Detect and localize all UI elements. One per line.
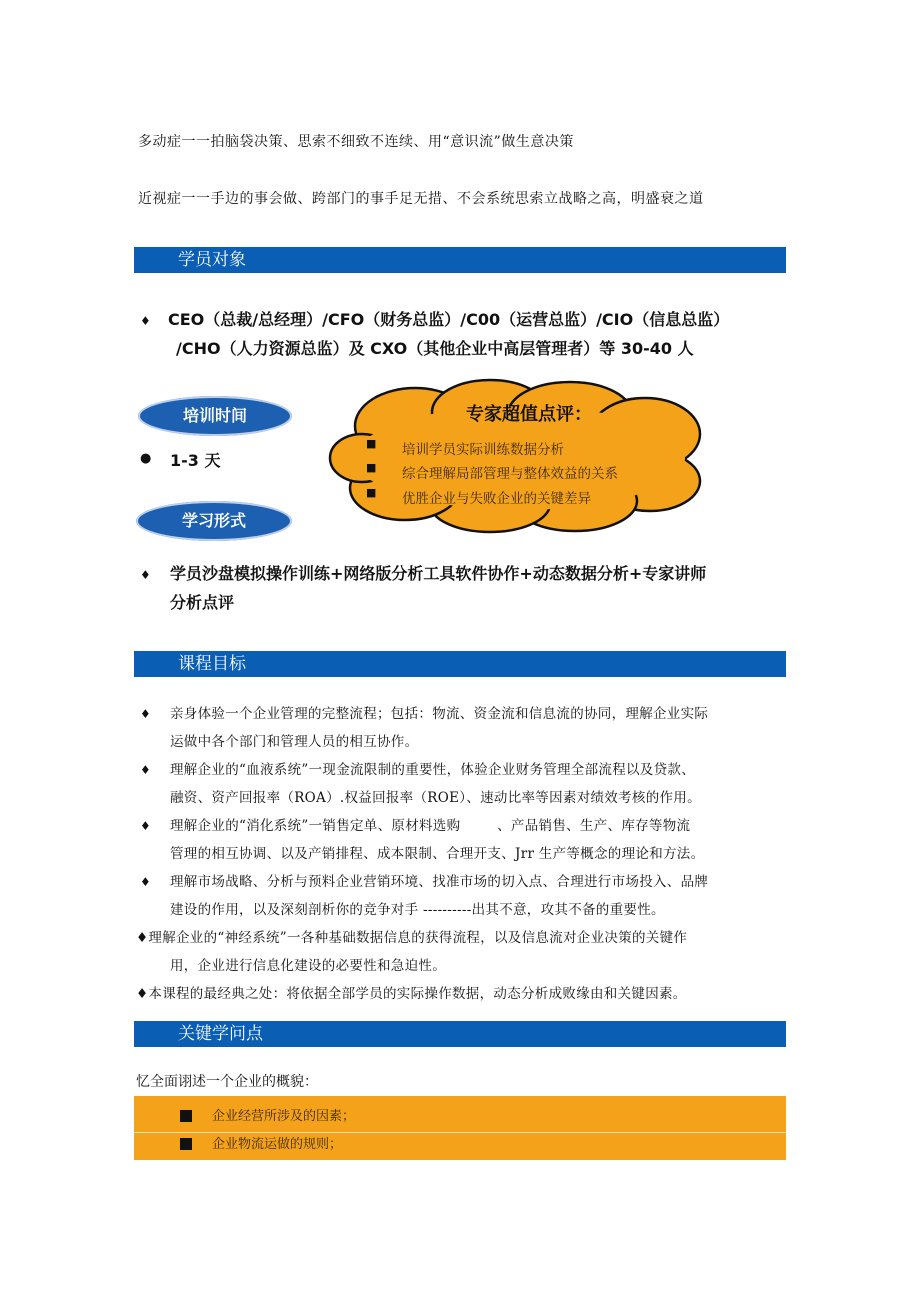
training-time-value: 1-3 天 [170,451,221,470]
section-key-points-header: 关键学问点 [134,1021,786,1047]
cloud-item-1: 培训学员实际训练数据分析 [402,442,564,458]
goal-3-line-1: 理解企业的“消化系统”一销售定单、原材料选购 、产品销售、生产、库存等物流 [170,818,691,834]
key-point-text: 企业物流运做的规则； [212,1137,343,1152]
cloud-title: 专家超值点评： [466,404,592,425]
learning-form-bullet: ♦ [140,568,151,582]
goal-3-line-2: 管理的相互协调、以及产销排程、成本限制、合理开支、Jrr 生产等概念的理论和方法。 [170,846,705,862]
key-point-text: 企业经营所涉及的因素； [212,1109,356,1124]
audience-line-2: /CHO（人力资源总监）及 CXO（其他企业中高层管理者）等 30-40 人 [176,339,694,358]
training-time-pill: 培训时间 [138,396,292,436]
key-point-item [134,1132,786,1158]
cloud-item-3: 优胜企业与失败企业的关键差异 [402,491,591,507]
goal-4-line-1: 理解市场战略、分析与预料企业营销环境、找准市场的切入点、合理进行市场投入、品牌 [170,874,709,890]
goal-1-line-2: 运做中各个部门和管理人员的相互协作。 [170,734,419,750]
section-goals-header: 课程目标 [134,651,786,677]
goal-2-line-1: 理解企业的“血液系统”一现金流限制的重要性，体验企业财务管理全部流程以及贷款、 [170,762,696,778]
key-points-box [134,1096,786,1160]
audience-line-1: CEO（总裁/总经理）/CFO（财务总监）/C00（运营总监）/CIO（信息总监） [168,310,730,329]
learning-form-line-2: 分析点评 [170,593,235,612]
goal-5-line-2: 用，企业进行信息化建设的必要性和急迫性。 [170,958,446,974]
square-bullet-icon [180,1110,192,1122]
intro-line-2: 近视症一一手边的事会做、跨部门的事手足无措、不会系统思索立战略之高，明盛衰之道 [138,191,704,207]
goal-2-line-2: 融资、资产回报率（ROA）.权益回报率（ROE）、速动比率等因素对绩效考核的作用。 [170,790,701,806]
goal-6-line-1: ♦本课程的最经典之处：将依据全部学员的实际操作数据，动态分析成败缘由和关键因素。 [136,986,687,1002]
intro-line-1: 多动症一一拍脑袋决策、思索不细致不连续、用“意识流”做生意决策 [138,134,574,150]
cloud-item-marker: ■ [366,486,377,499]
cloud-item-2: 综合理解局部管理与整体效益的关系 [402,466,618,482]
goal-bullet: ♦ [140,875,151,889]
cloud-item-marker: ■ [366,461,377,474]
learning-form-pill: 学习形式 [136,501,292,541]
goal-bullet: ♦ [140,819,151,833]
training-time-bullet: ● [140,451,152,466]
goal-4-line-2: 建设的作用，以及深刻剖析你的竞争对手 ----------出其不意，攻其不备的重要性。 [170,902,665,918]
square-bullet-icon [180,1138,192,1150]
goal-bullet: ♦ [140,763,151,777]
audience-bullet: ♦ [140,314,151,328]
goal-5-line-1: ♦理解企业的“神经系统”一各种基础数据信息的获得流程，以及信息流对企业决策的关键作 [136,930,688,946]
key-points-intro: 忆全面诩述一个企业的概貌： [136,1074,318,1090]
section-audience-header: 学员对象 [134,247,786,273]
learning-form-line-1: 学员沙盘模拟操作训练+网络版分析工具软件协作+动态数据分析+专家讲师 [170,564,707,583]
key-point-item [134,1104,786,1130]
goal-1-line-1: 亲身体验一个企业管理的完整流程；包括：物流、资金流和信息流的协同，理解企业实际 [170,706,709,722]
cloud-item-marker: ■ [366,437,377,450]
goal-bullet: ♦ [140,707,151,721]
